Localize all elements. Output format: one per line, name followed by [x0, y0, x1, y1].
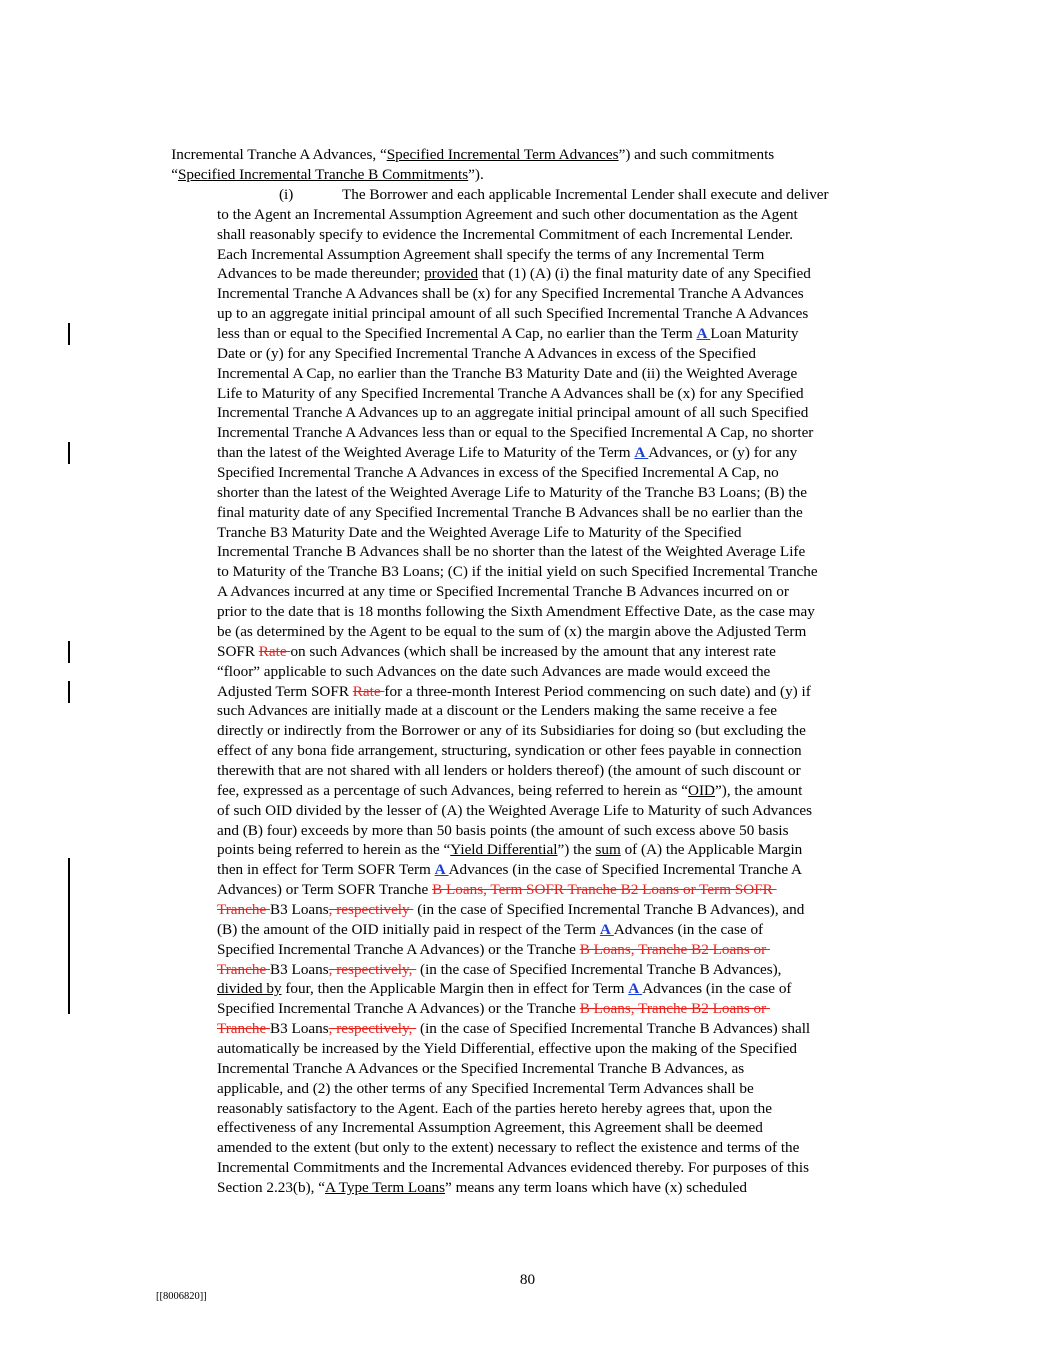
- clause-text: Advances (in the case of: [613, 920, 764, 938]
- clause-text: fee, expressed as a percentage of such Advances, being referred to herein as “: [217, 781, 689, 799]
- clause-line: [217, 1178, 747, 1198]
- opening-text: “: [171, 166, 178, 183]
- clause-line: [217, 960, 781, 980]
- clause-text: (in the case of Specified Incremental Tranche B Advances), and: [413, 900, 805, 918]
- change-bar: [68, 858, 70, 1014]
- clause-text: Date or (y) for any Specified Incremental Tranche A Advances in excess of the Specified: [217, 344, 756, 362]
- clause-line: [217, 384, 804, 404]
- deleted-text: B Loans, Tranche B2 Loans or: [579, 940, 770, 958]
- clause-text: shorter than the latest of the Weighted Average Life to Maturity of the Tranche B3 Loans; (B) the: [217, 483, 807, 501]
- document-id: [[8006820]]: [156, 1291, 207, 1302]
- deleted-text: Tranche: [217, 960, 271, 978]
- clause-text: (in the case of Specified Incremental Tranche B Advances) shall: [416, 1020, 811, 1038]
- clause-line: [217, 801, 812, 821]
- change-bar: [68, 681, 70, 703]
- deleted-text: Rate: [258, 642, 291, 660]
- clause-text: on such Advances (which shall be increased by the amount that any interest rate: [290, 642, 776, 660]
- clause-line: [217, 1138, 799, 1158]
- clause-line: [217, 741, 802, 761]
- clause-line: [217, 821, 789, 841]
- clause-line: [217, 622, 806, 642]
- clause-line: [217, 682, 811, 702]
- inserted-text: A: [634, 444, 649, 462]
- clause-text: shall reasonably specify to evidence the Incremental Commitment of each Incremental Lender.: [217, 225, 794, 243]
- change-bar: [68, 442, 70, 464]
- clause-text: Incremental Tranche A Advances or the Specified Incremental Tranche B Advances, as: [217, 1059, 745, 1077]
- change-bar: [68, 641, 70, 663]
- clause-text: A Advances incurred at any time or Specified Incremental Tranche B Advances incurred on or: [217, 583, 789, 601]
- clause-line: [217, 523, 741, 543]
- clause-text: therewith that are not shared with all lenders or holders thereof) (the amount of such discount or: [217, 761, 801, 779]
- clause-text: (B) the amount of the OID initially paid in respect of the Term: [217, 920, 600, 938]
- clause-text: for a three-month Interest Period commencing on such date) and (y) if: [384, 682, 811, 700]
- clause-text: of such OID divided by the lesser of (A) the Weighted Average Life to Maturity of such Advances: [217, 801, 813, 819]
- clause-text: than the latest of the Weighted Average Life to Maturity of the Term: [217, 444, 635, 462]
- clause-line: [217, 602, 815, 622]
- clause-line: [217, 562, 818, 582]
- clause-line: [217, 463, 779, 483]
- clause-text: less than or equal to the Specified Incremental A Cap, no earlier than the Term: [217, 325, 697, 343]
- clause-line: [217, 1019, 810, 1039]
- clause-text: automatically be increased by the Yield Differential, effective upon the making of the Specified: [217, 1039, 798, 1057]
- clause-text: “floor” applicable to such Advances on the date such Advances are made would exceed the: [217, 662, 771, 680]
- opening-text: Incremental Tranche A Advances, “: [171, 146, 387, 163]
- clause-line: [217, 443, 797, 463]
- clause-text: final maturity date of any Specified Incremental Tranche B Advances shall be no earlier than the: [217, 503, 803, 521]
- clause-line: [217, 1059, 744, 1079]
- deleted-text: , respectively: [328, 900, 414, 918]
- clause-line: [217, 662, 770, 682]
- deleted-text: , respectively,: [328, 1020, 417, 1038]
- clause-text: Incremental Tranche A Advances up to an aggregate initial principal amount of all such Specified: [217, 404, 809, 422]
- clause-line: [217, 284, 804, 304]
- clause-line: [217, 264, 811, 284]
- clause-number: (i): [279, 186, 294, 203]
- clause-line: [217, 542, 805, 562]
- clause-line: [217, 1118, 763, 1138]
- clause-text: Advances) or Term SOFR Tranche: [217, 881, 433, 899]
- clause-text: Advances, or (y) for any: [648, 444, 798, 462]
- clause-line: [217, 860, 802, 880]
- clause-text: ”) the: [557, 841, 596, 859]
- clause-text: and (B) four) exceeds by more than 50 basis points (the amount of such excess above 50 basis: [217, 821, 789, 839]
- clause-line: [217, 503, 803, 523]
- deleted-text: Rate: [352, 682, 385, 700]
- clause-text: Specified Incremental Tranche A Advances in excess of the Specified Incremental A Cap, no: [217, 464, 779, 482]
- clause-line: [217, 364, 797, 384]
- inserted-text: A: [696, 325, 711, 343]
- clause-text: B3 Loans: [270, 960, 329, 978]
- clause-line: [217, 979, 791, 999]
- clause-text: Advances to be made thereunder;: [217, 265, 425, 283]
- clause-text: Incremental Tranche A Advances shall be (x) for any Specified Incremental Tranche A Advances: [217, 285, 804, 303]
- clause-text: Incremental A Cap, no earlier than the Tranche B3 Maturity Date and (ii) the Weighted Average: [217, 364, 798, 382]
- clause-text: (in the case of Specified Incremental Tranche B Advances),: [416, 960, 782, 978]
- clause-line: [217, 1079, 754, 1099]
- clause-text: ” means any term loans which have (x) scheduled: [445, 1179, 748, 1196]
- underlined-term: Yield Differential: [450, 841, 558, 859]
- clause-text: of (A) the Applicable Margin: [620, 841, 803, 859]
- deleted-text: B Loans, Term SOFR Tranche B2 Loans or Term SOFR: [432, 881, 777, 899]
- clause-line: [217, 423, 813, 443]
- clause-text: ”), the amount: [715, 781, 803, 799]
- clause-line: [217, 880, 777, 900]
- clause-line: [217, 840, 802, 860]
- clause-line: [217, 205, 798, 225]
- inserted-text: A: [434, 861, 449, 879]
- inserted-text: A: [599, 920, 614, 938]
- clause-text: Life to Maturity of any Specified Incremental Tranche A Advances shall be (x) for any Specified: [217, 384, 804, 402]
- clause-text: Incremental Commitments and the Incremental Advances evidenced thereby. For purposes of this: [217, 1159, 809, 1177]
- clause-line: [217, 1099, 772, 1119]
- clause-text: such Advances are initially made at a discount or the Lenders making the same receive a fee: [217, 702, 778, 720]
- clause-text: that (1) (A) (i) the final maturity date of any Specified: [478, 265, 811, 283]
- clause-line: [217, 900, 804, 920]
- clause-line: [217, 999, 770, 1019]
- clause-text: Incremental Tranche B Advances shall be no shorter than the latest of the Weighted Average Life: [217, 543, 806, 561]
- clause-line: [217, 940, 770, 960]
- clause-line: [217, 324, 799, 344]
- underlined-term: provided: [424, 265, 479, 283]
- deleted-text: Tranche: [217, 900, 271, 918]
- clause-text: Section 2.23(b), “: [217, 1179, 325, 1196]
- defined-term-specified-incremental-term-advances: Specified Incremental Term Advances: [386, 146, 619, 163]
- clause-text: four, then the Applicable Margin then in effect for Term: [281, 980, 629, 998]
- clause-line: [217, 225, 793, 245]
- clause-text: to the Agent an Incremental Assumption Agreement and such other documentation as the Agent: [217, 205, 798, 223]
- clause-line: [217, 1158, 809, 1178]
- underlined-term: divided by: [217, 980, 282, 998]
- clause-line: [217, 642, 776, 662]
- clause-line: [217, 761, 801, 781]
- clause-text: reasonably satisfactory to the Agent. Each of the parties hereto hereby agrees that, upon the: [217, 1099, 772, 1117]
- clause-line: [217, 781, 802, 801]
- underlined-term: OID: [688, 781, 716, 799]
- clause-text: be (as determined by the Agent to be equal to the sum of (x) the margin above the Adjusted Term: [217, 622, 807, 640]
- clause-text: B3 Loans: [270, 900, 329, 918]
- clause-text: B3 Loans: [270, 1020, 329, 1038]
- clause-text: Loan Maturity: [710, 325, 799, 343]
- clause-line: [217, 245, 764, 265]
- underlined-term: A Type Term Loans: [324, 1179, 446, 1196]
- clause-text: Specified Incremental Tranche A Advances) or the Tranche: [217, 1000, 580, 1018]
- clause-text: Adjusted Term SOFR: [217, 682, 353, 700]
- clause-text: Advances (in the case of: [642, 980, 792, 998]
- clause-line: [342, 185, 829, 205]
- clause-text: Tranche B3 Maturity Date and the Weighted Average Life to Maturity of the Specified: [217, 523, 742, 541]
- clause-line: [217, 344, 756, 364]
- clause-text: effectiveness of any Incremental Assumption Agreement, this Agreement shall be deemed: [217, 1119, 763, 1137]
- clause-text: SOFR: [217, 642, 259, 660]
- clause-text: Each Incremental Assumption Agreement shall specify the terms of any Incremental Term: [217, 245, 765, 263]
- deleted-text: B Loans, Tranche B2 Loans or: [579, 1000, 770, 1018]
- opening-text: ”).: [468, 166, 484, 183]
- clause-line: [217, 1039, 797, 1059]
- clause-text: applicable, and (2) the other terms of any Specified Incremental Term Advances shall be: [217, 1079, 754, 1097]
- clause-text: Incremental Tranche A Advances less than or equal to the Specified Incremental A Cap, no shorter: [217, 424, 814, 442]
- clause-text: amended to the extent (but only to the extent) necessary to reflect the existence and terms of the: [217, 1139, 800, 1157]
- clause-text: then in effect for Term SOFR Term: [217, 861, 435, 879]
- change-bar: [68, 323, 70, 345]
- clause-text: Specified Incremental Tranche A Advances) or the Tranche: [217, 940, 580, 958]
- clause-line: [217, 582, 789, 602]
- clause-text: effect of any bona fide arrangement, structuring, syndication or other fees payable in connection: [217, 742, 802, 760]
- clause-text: The Borrower and each applicable Incremental Lender shall execute and deliver: [342, 186, 829, 203]
- clause-line: [217, 721, 806, 741]
- clause-line: [217, 403, 808, 423]
- clause-line: [217, 304, 808, 324]
- clause-text: directly or indirectly from the Borrower or any of its Subsidiaries for doing so (but excluding the: [217, 722, 806, 740]
- deleted-text: , respectively,: [328, 960, 417, 978]
- clause-text: points being referred to herein as the “: [217, 841, 451, 859]
- clause-text: prior to the date that is 18 months following the Sixth Amendment Effective Date, as the case may: [217, 603, 815, 621]
- clause-line: [217, 701, 777, 721]
- clause-text: up to an aggregate initial principal amount of all such Specified Incremental Tranche A Advances: [217, 305, 809, 323]
- opening-text: ”) and such commitments: [618, 146, 775, 163]
- defined-term-specified-incremental-tranche-b-commitments: Specified Incremental Tranche B Commitments: [177, 166, 469, 183]
- clause-text: Advances (in the case of Specified Incremental Tranche A: [448, 861, 802, 879]
- clause-line: [217, 920, 763, 940]
- underlined-term: sum: [595, 841, 621, 859]
- page-number: 80: [519, 1271, 536, 1288]
- deleted-text: Tranche: [217, 1020, 271, 1038]
- clause-text: to Maturity of the Tranche B3 Loans; (C) if the initial yield on such Specified Incremental Tranche: [217, 563, 818, 581]
- inserted-text: A: [628, 980, 643, 998]
- clause-line: [217, 483, 807, 503]
